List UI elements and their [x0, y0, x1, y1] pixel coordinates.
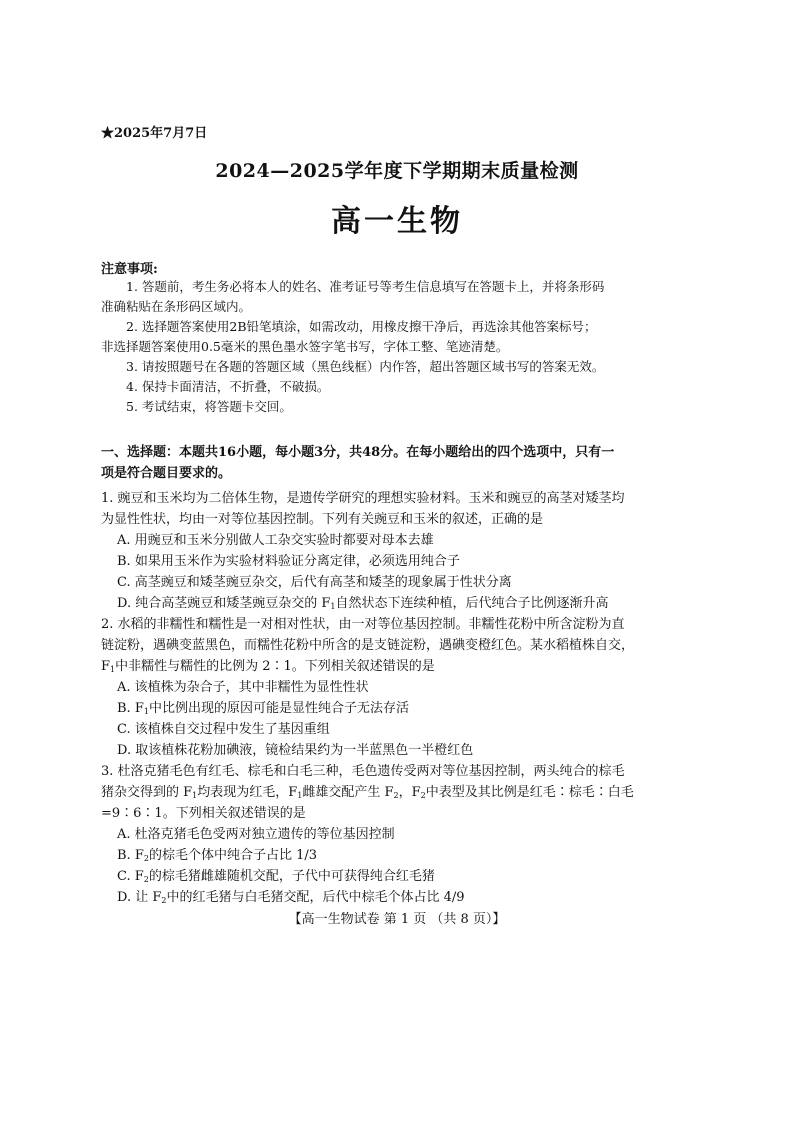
question-2-stem-cont2: $F_1$中非糯性与糯性的比例为 2∶1。下列相关叙述错误的是 — [101, 659, 435, 674]
question-3-stem-cont: 猪杂交得到的 $F_1$均表现为红毛，$F_1$雌雄交配产生 $F_2$，$F_2$中表型及其比例是红毛∶棕毛∶白毛 — [101, 785, 634, 800]
question-1-option-d: D. 纯合高茎豌豆和矮茎豌豆杂交的 $F_1$自然状态下连续种植，后代纯合子比例逐渐升高 — [117, 596, 609, 611]
question-1-stem-cont: 为显性性状，均由一对等位基因控制。下列有关豌豆和玉米的叙述，正确的是 — [101, 512, 544, 527]
question-3-stem: 3. 杜洛克猪毛色有红毛、棕毛和白毛三种，毛色遗传受两对等位基因控制，两头纯合的棕毛 — [101, 764, 625, 779]
question-2-option-b: B. $F_1$中比例出现的原因可能是显性纯合子无法存活 — [117, 701, 409, 716]
notes-heading: 注意事项: — [101, 262, 158, 277]
note-line: 3. 请按照题号在各题的答题区域（黑色线框）内作答，超出答题区域书写的答案无效。 — [126, 359, 605, 374]
question-1-option-b: B. 如果用玉米作为实验材料验证分离定律，必须选用纯合子 — [117, 554, 460, 569]
section-heading: 一、选择题：本题共16小题，每小题3分，共48分。在每小题给出的四个选项中，只有一 — [101, 445, 615, 460]
note-line: 准确粘贴在条形码区域内。 — [101, 299, 252, 314]
question-3-stem-cont2: =9∶6∶1。下列相关叙述错误的是 — [101, 806, 306, 821]
question-2-option-c: C. 该植株自交过程中发生了基因重组 — [117, 722, 330, 737]
question-1-option-c: C. 高茎豌豆和矮茎豌豆杂交，后代有高茎和矮茎的现象属于性状分离 — [117, 575, 512, 590]
question-3-option-b: B. $F_2$的棕毛个体中纯合子占比 1/3 — [117, 848, 317, 863]
section-heading-cont: 项是符合题目要求的。 — [101, 466, 232, 481]
question-2-option-a: A. 该植株为杂合子，其中非糯性为显性性状 — [117, 680, 369, 695]
note-line: 5. 考试结束，将答题卡交回。 — [126, 399, 292, 414]
note-line: 4. 保持卡面清洁，不折叠，不破损。 — [126, 379, 330, 394]
question-1-stem: 1. 豌豆和玉米均为二倍体生物，是遗传学研究的理想实验材料。玉米和豌豆的高茎对矮茎均 — [101, 491, 625, 506]
question-3-option-c: C. $F_2$的棕毛猪雌雄随机交配，子代中可获得纯合红毛猪 — [117, 869, 435, 884]
question-3-option-d: D. 让 $F_2$中的红毛猪与白毛猪交配，后代中棕毛个体占比 4/9 — [117, 890, 465, 905]
exam-title: 2024—2025学年度下学期期末质量检测 — [215, 160, 579, 182]
question-1-option-a: A. 用豌豆和玉米分别做人工杂交实验时都要对母本去雄 — [117, 533, 434, 548]
subject-title: 高一生物 — [331, 204, 463, 239]
note-line: 非选择题答案使用0.5毫米的黑色墨水签字笔书写，字体工整、笔迹清楚。 — [101, 339, 509, 354]
question-2-option-d: D. 取该植株花粉加碘液，镜检结果约为一半蓝黑色一半橙红色 — [117, 743, 474, 758]
note-line: 1. 答题前，考生务必将本人的姓名、准考证号等考生信息填写在答题卡上，并将条形码 — [126, 279, 605, 294]
exam-date: ★2025年7月7日 — [101, 126, 208, 141]
page-footer: 【高一生物试卷 第 1 页 （共 8 页）】 — [288, 912, 506, 927]
question-3-option-a: A. 杜洛克猪毛色受两对独立遗传的等位基因控制 — [117, 827, 395, 842]
question-2-stem-cont: 链淀粉，遇碘变蓝黑色，而糯性花粉中所含的是支链淀粉，遇碘变橙红色。某水稻植株自交， — [101, 638, 635, 653]
question-2-stem: 2. 水稻的非糯性和糯性是一对相对性状，由一对等位基因控制。非糯性花粉中所含淀粉为直 — [101, 617, 625, 632]
note-line: 2. 选择题答案使用2B铅笔填涂，如需改动，用橡皮擦干净后，再选涂其他答案标号； — [126, 319, 597, 334]
